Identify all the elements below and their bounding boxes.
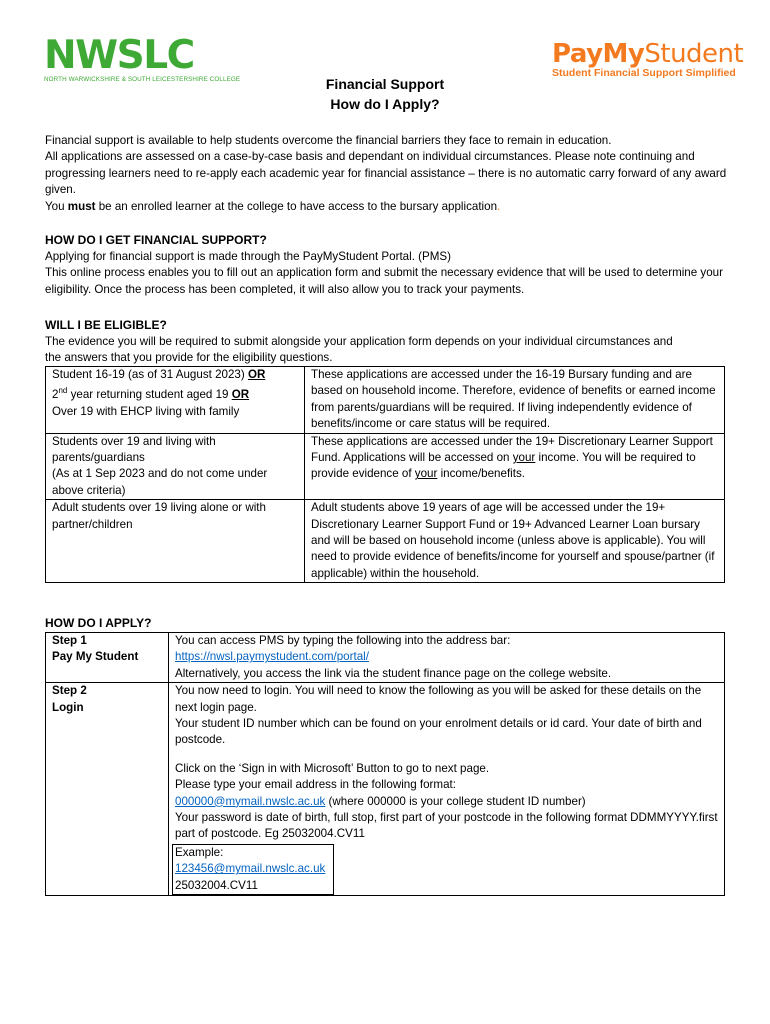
paymystudent-logo-word: PayMyStudent bbox=[552, 39, 744, 69]
step-1-content: You can access PMS by typing the following into the address bar: https://nwsl.paymystudent.com/portal/ Alternatively, you access the link via the student finance page on the college website. bbox=[169, 633, 725, 683]
paymystudent-logo bbox=[552, 40, 742, 79]
table-row bbox=[46, 500, 725, 583]
example-box: Example: 123456@mymail.nwslc.ac.uk 25032004.CV11 bbox=[172, 844, 334, 895]
nwslc-logo-subtitle: NORTH WARWICKSHIRE & SOUTH LEICESTERSHIRE COLLEGE bbox=[44, 76, 241, 83]
step-1-label: Step 1 Pay My Student bbox=[46, 633, 169, 683]
page-title: Financial Support bbox=[325, 76, 445, 92]
paymystudent-tagline: Student Financial Support Simplified bbox=[552, 67, 736, 79]
page-subtitle: How do I Apply? bbox=[330, 96, 440, 112]
table-cell: Adult students over 19 living alone or with partner/children bbox=[46, 500, 305, 583]
apply-steps-table bbox=[45, 632, 725, 896]
heading-get-support: HOW DO I GET FINANCIAL SUPPORT? bbox=[45, 233, 267, 247]
intro-must-line: You must be an enrolled learner at the college to have access to the bursary application. bbox=[45, 199, 501, 213]
table-row bbox=[46, 633, 725, 683]
step-2-content: You now need to login. You will need to know the following as you will be asked for these details on the next login page. Your student ID number which can be found on your enrolment details or id card. Your date of birth and postcode. Click on the ‘Sign in with Microsoft’ Button to go to next page. Please type your email address in the following format: 000000@mymail.nwslc.ac.uk (where 000000 is your college student ID number) Your password is date of birth, full stop, first part of your postcode in the following format DDMMYYYY.first part of postcode. Eg 25032004.CV11 Example: 123456@mymail.nwslc.ac.uk 25032004.CV11 bbox=[169, 683, 725, 896]
portal-link[interactable]: https://nwsl.paymystudent.com/portal/ bbox=[175, 650, 369, 664]
table-row bbox=[46, 433, 725, 500]
table-cell: These applications are accessed under the 16-19 Bursary funding and are based on household income. Therefore, evidence of benefits or earned income from parents/guardians will be required. If living independently evidence of benefits/income or care status will be required. bbox=[305, 367, 725, 434]
email-format-link[interactable]: 000000@mymail.nwslc.ac.uk bbox=[175, 794, 326, 808]
table-row bbox=[46, 683, 725, 896]
table-cell: Adult students above 19 years of age will be accessed under the 19+ Discretionary Learner Support Fund or 19+ Advanced Learner Loan bursary and will be based on household income (unless above is applicable). You will need to provide evidence of benefits/income for yourself and spouse/partner (if applicable) within the household. bbox=[305, 500, 725, 583]
example-email-link[interactable]: 123456@mymail.nwslc.ac.uk bbox=[175, 862, 326, 876]
intro-line-2: All applications are assessed on a case-by-case basis and dependant on individual circumstances. Please note continuing and progressing learners need to re-apply each academic year for financial assistance – there is no automatic carry forward of any award given. bbox=[45, 150, 727, 197]
table-row bbox=[46, 367, 725, 434]
eligible-intro: The evidence you will be required to submit alongside your application form depends on your individual circumstances and the answers that you provide for the eligibility questions. bbox=[45, 335, 673, 365]
intro-paragraph bbox=[45, 133, 735, 215]
eligibility-table bbox=[45, 366, 725, 583]
intro-line-1: Financial support is available to help students overcome the financial barriers they face to remain in education. bbox=[45, 134, 612, 147]
get-support-paragraph: Applying for financial support is made through the PayMyStudent Portal. (PMS) This online process enables you to fill out an application form and submit the necessary evidence that will be used to determine your eligibility. Once the process has been completed, it will also allow you to track your payments. bbox=[45, 250, 723, 296]
heading-apply: HOW DO I APPLY? bbox=[45, 616, 152, 630]
step-2-label: Step 2 Login bbox=[46, 683, 169, 896]
table-cell: Students over 19 and living with parents/guardians (As at 1 Sep 2023 and do not come under above criteria) bbox=[46, 433, 305, 500]
table-cell: These applications are accessed under the 19+ Discretionary Learner Support Fund. Applications will be accessed on your income. You will be required to provide evidence of your income/benefits. bbox=[305, 433, 725, 500]
heading-eligible: WILL I BE ELIGIBLE? bbox=[45, 318, 167, 332]
nwslc-logo-word: NWSLC bbox=[44, 33, 194, 78]
table-cell: Student 16-19 (as of 31 August 2023) OR 2nd year returning student aged 19 OR Over 19 with EHCP living with family bbox=[46, 367, 305, 434]
